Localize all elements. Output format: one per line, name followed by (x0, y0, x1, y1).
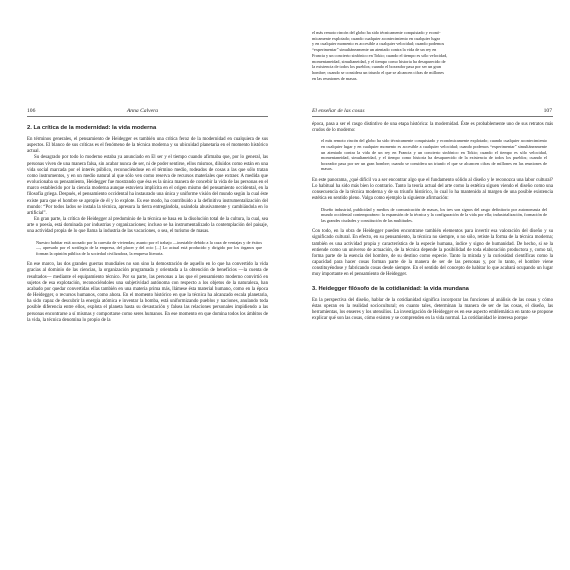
block-quote: Diseño industrial, publicidad y medios de comunicación de masas, los tres son signos del rasgo definitorio por autonomasia del mundo occidental contemporáneo: la expansión de la técnica y la configuración de la vida por ella; industrialización, formación de las grandes ciudades y constitución de las multitudes. (321, 206, 547, 223)
page-number: 106 (27, 108, 36, 114)
spill-line: el más remoto rincón del globo ha sido técnicamente conquistado y econó- (312, 30, 441, 35)
spill-line: Francia y un concierto sinfónico en Tokio; cuando el tiempo es sólo velocidad, (312, 52, 448, 58)
spill-line: en las reuniones de masas. (312, 75, 358, 81)
spill-line: y en cualquier momento es accesible a cualquier velocidad; cuando podemos (312, 41, 445, 47)
paragraph: En ese marco, las dos grandes guerras mundiales no son sino la demostración de aquello en lo que ha convertido la vida gracias al dominio de las ciencias, la organización programada y orientada a la obtención de beneficios —la cuenta de resultados— mediante el equipamiento técnico. Por su parte, las personas a las que el pensamiento moderno convirtió en sujetos de esa explotación, reconociéndoles una subjetividad autónoma con respecto a los objetos de la naturaleza, han acabado por quedar convertidas ellas también en una materia prima más, llámese ésta material humano, como en la época de Heidegger, o recursos humanos, como ahora. En el momento histórico en que la técnica ha alcanzado escala planetaria, ha sido capaz de descubrir la energía atómica e inventar la bomba, está uniformizando pueblos y naciones, anulando toda posible diferencia entre ellos, explota el planeta hasta su devastación y falsea las relaciones personales impidiendo a las personas encontrarse a sí mismas y comportarse como seres humanos. En ese momento en que domina todos los ámbitos de la vida, la técnica denomina lo propio de la (27, 262, 268, 323)
paragraph: En términos generales, el pensamiento de Heidegger es también una crítica feroz de la modernidad en cualquiera de sus aspectos. El blanco de sus críticas es el fenómeno de la técnica moderna y su ubicuidad planetaria en el momento histórico actual. (27, 137, 268, 155)
right-page (285, 0, 570, 570)
section-heading: 3. Heidegger filósofo de la cotidianidad: la vida mundana (312, 285, 469, 292)
paragraph: En la perspectiva del diseño, hablar de la cotidianidad significa incorporar las funciones al análisis de las cosas y cómo éstas operan en la realidad sociocultural; en cuanto tales, determinan la manera de ser de las cosas, el diseño, las herramientas, los enseres y los utensilios. La investigación de Heidegger es en ese aspecto emblemática en tanto se propone explicar qué son las cosas, cómo existen y se comprenden en la vida normal. La cotidianidad le interesa porque (312, 297, 553, 321)
paragraph: época, pasa a ser el rasgo distintivo de una etapa histórica: la modernidad. Éste es probablemente uno de sus retratos más crudos de lo moderno: (312, 122, 553, 134)
paragraph: Con todo, en la obra de Heidegger pueden encontrarse también elementos para invertir esa valoración del diseño y su significado cultural. En efecto, en su pensamiento, la técnica no siempre, o no sólo, retiste la forma de la técnica moderna; también es una actividad propia y característica de la especie humana, índice y signo de humanidad. De hecho, si se la entiende como un universo de actuación, de la técnica depende la posibilidad de toda elaboración productora y, como tal, forma parte de la esencia del hombre, de su destino como especie. Tanto la mirada y la curiosidad científicas como la capacidad para hacer cosas forman parte de la manera de ser de las personas y, por lo tanto, el hombre viene constituyéndose y fabricando cosas desde siempre. En el sentido del concepto de habitar lo que acabará ocupando un lugar muy importante en el pensamiento de Heidegger. (312, 229, 553, 278)
block-quote: el más remoto rincón del globo ha sido técnicamente conquistado y económicamente explotado; cuando cualquier acontecimiento en cualquier lugar y en cualquier momento es accesible a cualquier velocidad; cuando podemos “experimentar” simultáneamente un atentado contra la vida de un rey en Francia y un concierto sinfónico en Tokio; cuando el tiempo es sólo velocidad, momentaneidad, simultaneidad, y el tiempo como historia ha desaparecido de la existencia de todos los pueblos; cuando el boxeador pasa por ser un gran hombre; cuando se considera un triunfo el que se alcancen cifras de millones en las reuniones de masas. (321, 138, 547, 172)
spill-line: momentaneidad, simultaneidad, y el tiempo como historia ha desaparecido de (312, 58, 446, 64)
section-heading: 2. La crítica de la modernidad: la vida moderna (27, 125, 157, 131)
right-body (312, 122, 553, 322)
paragraph: En gran parte, la crítica de Heidegger al predominio de la técnica se basa en la disolución total de la cultura, la cual, sea arte o poesía, está dominada por industrias y organizaciones; incluso se ha instrumentalizado la contemplación del paisaje, una actividad propia de lo que llama la industria de las vacaciones, o sea, el turismo de masas. (27, 217, 268, 235)
running-head: Anna Calvera (126, 108, 159, 114)
spill-line: hombre; cuando se considera un triunfo el que se alcancen cifras de millones (312, 69, 444, 75)
spill-line: micamente explotado; cuando cualquier acontecimiento en cualquier lugar (312, 35, 441, 41)
block-quote: Nuestro habitar está acosado por la carestía de viviendas; asunto por el trabajo —inestable debido a la caza de ventajas y de éxitos—, apresado por el sortilegio de la empresa, del placer y del ocio [...] Lo actual está producido y dirigido por los órganos que forman la opinión pública de la sociedad civilizadora, la empresa literaria. (36, 239, 262, 256)
spill-line: “experimentar” simultáneamente un atentado contra la vida de un rey en (312, 47, 437, 53)
paragraph: Su desagrado por todo lo moderno estaba ya anunciado en El ser y el tiempo cuando afirmaba que, por lo general, las personas viven de una manera falsa, sin acabar nunca de ser, ni de poder sentirse, ellos mismos, diluidos como están en una vida social marcada por el interés público, reconociéndose en el término medio, rodeados de cosas a las que sólo tratan como instrumentos, y en un medio natural al que sólo ven como reserva de recursos materiales que extraer. A medida que evolucionaba su pensamiento, Heidegger fue mostrando que ésa es la única manera de concebir la vida de las personas en el marco establecido por la ciencia moderna aunque estuviera implícita en el origen mismo del pensamiento occidental, en la filosofía griega. Después, el pensamiento occidental ha instaurado una única y uniforme visión del mundo según la cual éste existe para que el hombre se apropie de él y lo explote. Es ese modo, ha contribuido a la definitiva instrumentalización del mundo: “Por todos lados se instala la técnica, apresura la tierra entregándola, usándola abusivamente y cambiándola en lo artificial”. (27, 155, 268, 216)
spill-line: la existencia de todos los pueblos; cuando el boxeador pasa por ser un gran (312, 64, 441, 70)
page-number: 107 (543, 108, 552, 114)
left-body (27, 124, 268, 324)
header-rule (312, 116, 553, 117)
running-head: El enseñar de las cosas (312, 108, 365, 114)
paragraph: En este panorama, ¿qué difícil va a ser encontrar algo que el fundamento sólido al diseño y le reconozca una labor cultural? Lo habitual ha sido más bien lo contrario. Tanto la teoría actual del arte como la estética siguen viendo el diseño como una consecuencia de la técnica moderna y de su triunfo histórico, lo cual lo ha mantenido al margen de una posible existencia estética en sentido pleno. Valga como ejemplo la siguiente afirmación: (312, 177, 553, 202)
header-rule (27, 116, 268, 117)
